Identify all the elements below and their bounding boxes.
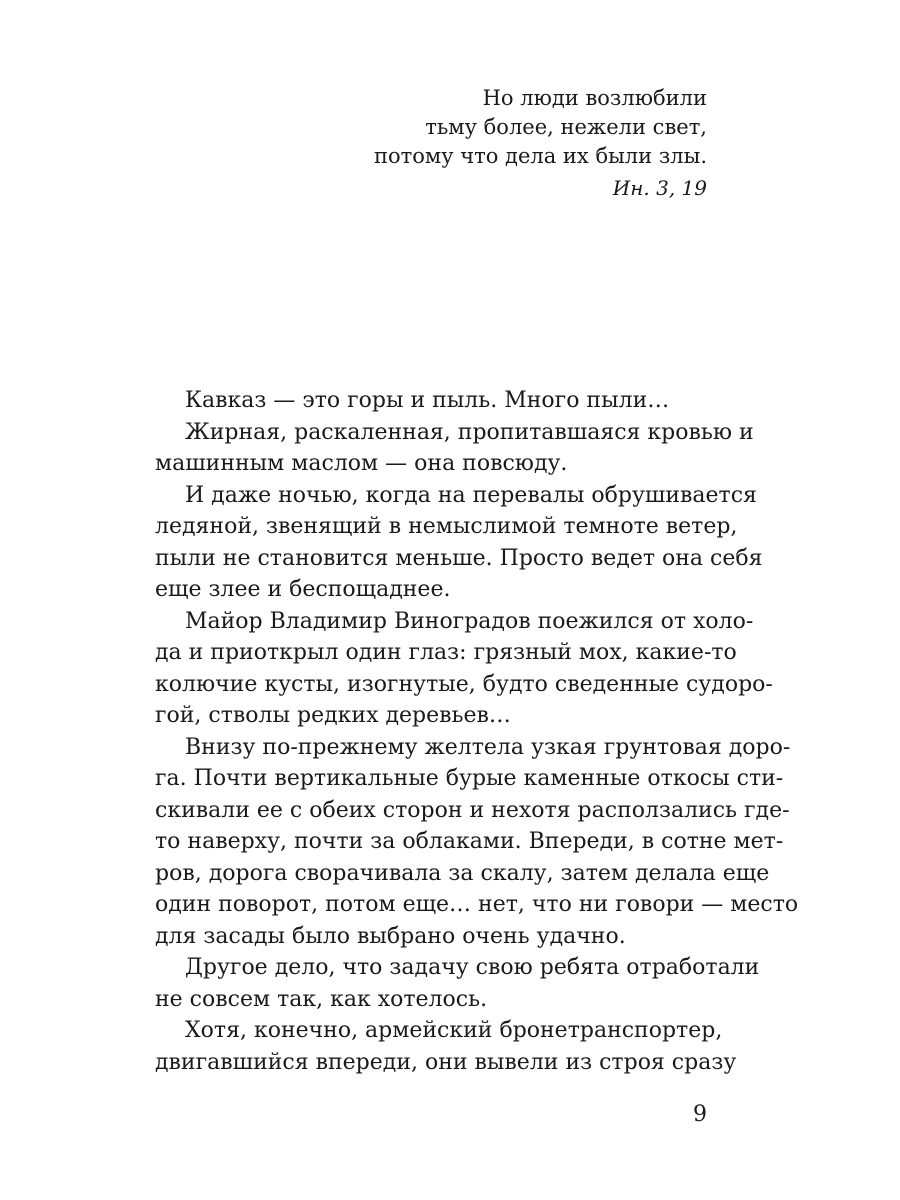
epigraph-line: потому что дела их были злы. (373, 144, 707, 168)
text-line: Кавказ — это горы и пыль. Много пыли… (185, 388, 670, 413)
epigraph (374, 84, 707, 203)
text-line: Внизу по-прежнему желтела узкая грунтовая доро- (185, 734, 791, 760)
text-line: скивали ее с обеих сторон и нехотя расползались где- (155, 797, 790, 823)
text-line: для засады было выбрано очень удачно. (155, 923, 626, 949)
text-line: пыли не становится меньше. Просто ведет она себя (155, 545, 763, 571)
text-line: не совсем так, как хотелось. (155, 986, 488, 1012)
text-line: Другое дело, что задачу свою ребята отработали (185, 955, 760, 980)
text-line: ледяной, звенящий в немыслимой темноте ветер, (155, 514, 738, 539)
text-line: машинным маслом — она повсюду. (155, 451, 568, 476)
text-line: га. Почти вертикальные бурые каменные откосы сти- (155, 766, 784, 791)
text-line: двигавшийся впереди, они вывели из строя сразу (155, 1049, 737, 1075)
epigraph-source: Ин. 3, 19 (612, 176, 707, 200)
text-line: ров, дорога сворачивала за скалу, затем делала еще (155, 860, 770, 886)
text-line: И даже ночью, когда на перевалы обрушивается (185, 482, 757, 508)
text-line: один поворот, потом еще… нет, что ни говори — место (155, 892, 799, 917)
text-line: Майор Владимир Виноградов поежился от холо- (185, 608, 754, 634)
text-line: колючие кусты, изогнутые, будто сведенные судоро- (155, 671, 773, 697)
text-line: то наверху, почти за облаками. Впереди, в сотне мет- (155, 829, 784, 854)
text-line: Жирная, раскаленная, пропитавшаяся кровью и (185, 419, 754, 445)
page-number: 9 (693, 1102, 707, 1127)
text-line: еще злее и беспощаднее. (155, 577, 451, 602)
epigraph-line: Но люди возлюбили (482, 86, 707, 110)
text-line: гой, стволы редких деревьев… (155, 703, 511, 728)
main-text (155, 385, 799, 1078)
text-line: Хотя, конечно, армейский бронетранспортер, (185, 1018, 723, 1043)
text-line: да и приоткрыл один глаз: грязный мох, какие-то (155, 640, 737, 665)
epigraph-line: тьму более, нежели свет, (425, 115, 707, 139)
